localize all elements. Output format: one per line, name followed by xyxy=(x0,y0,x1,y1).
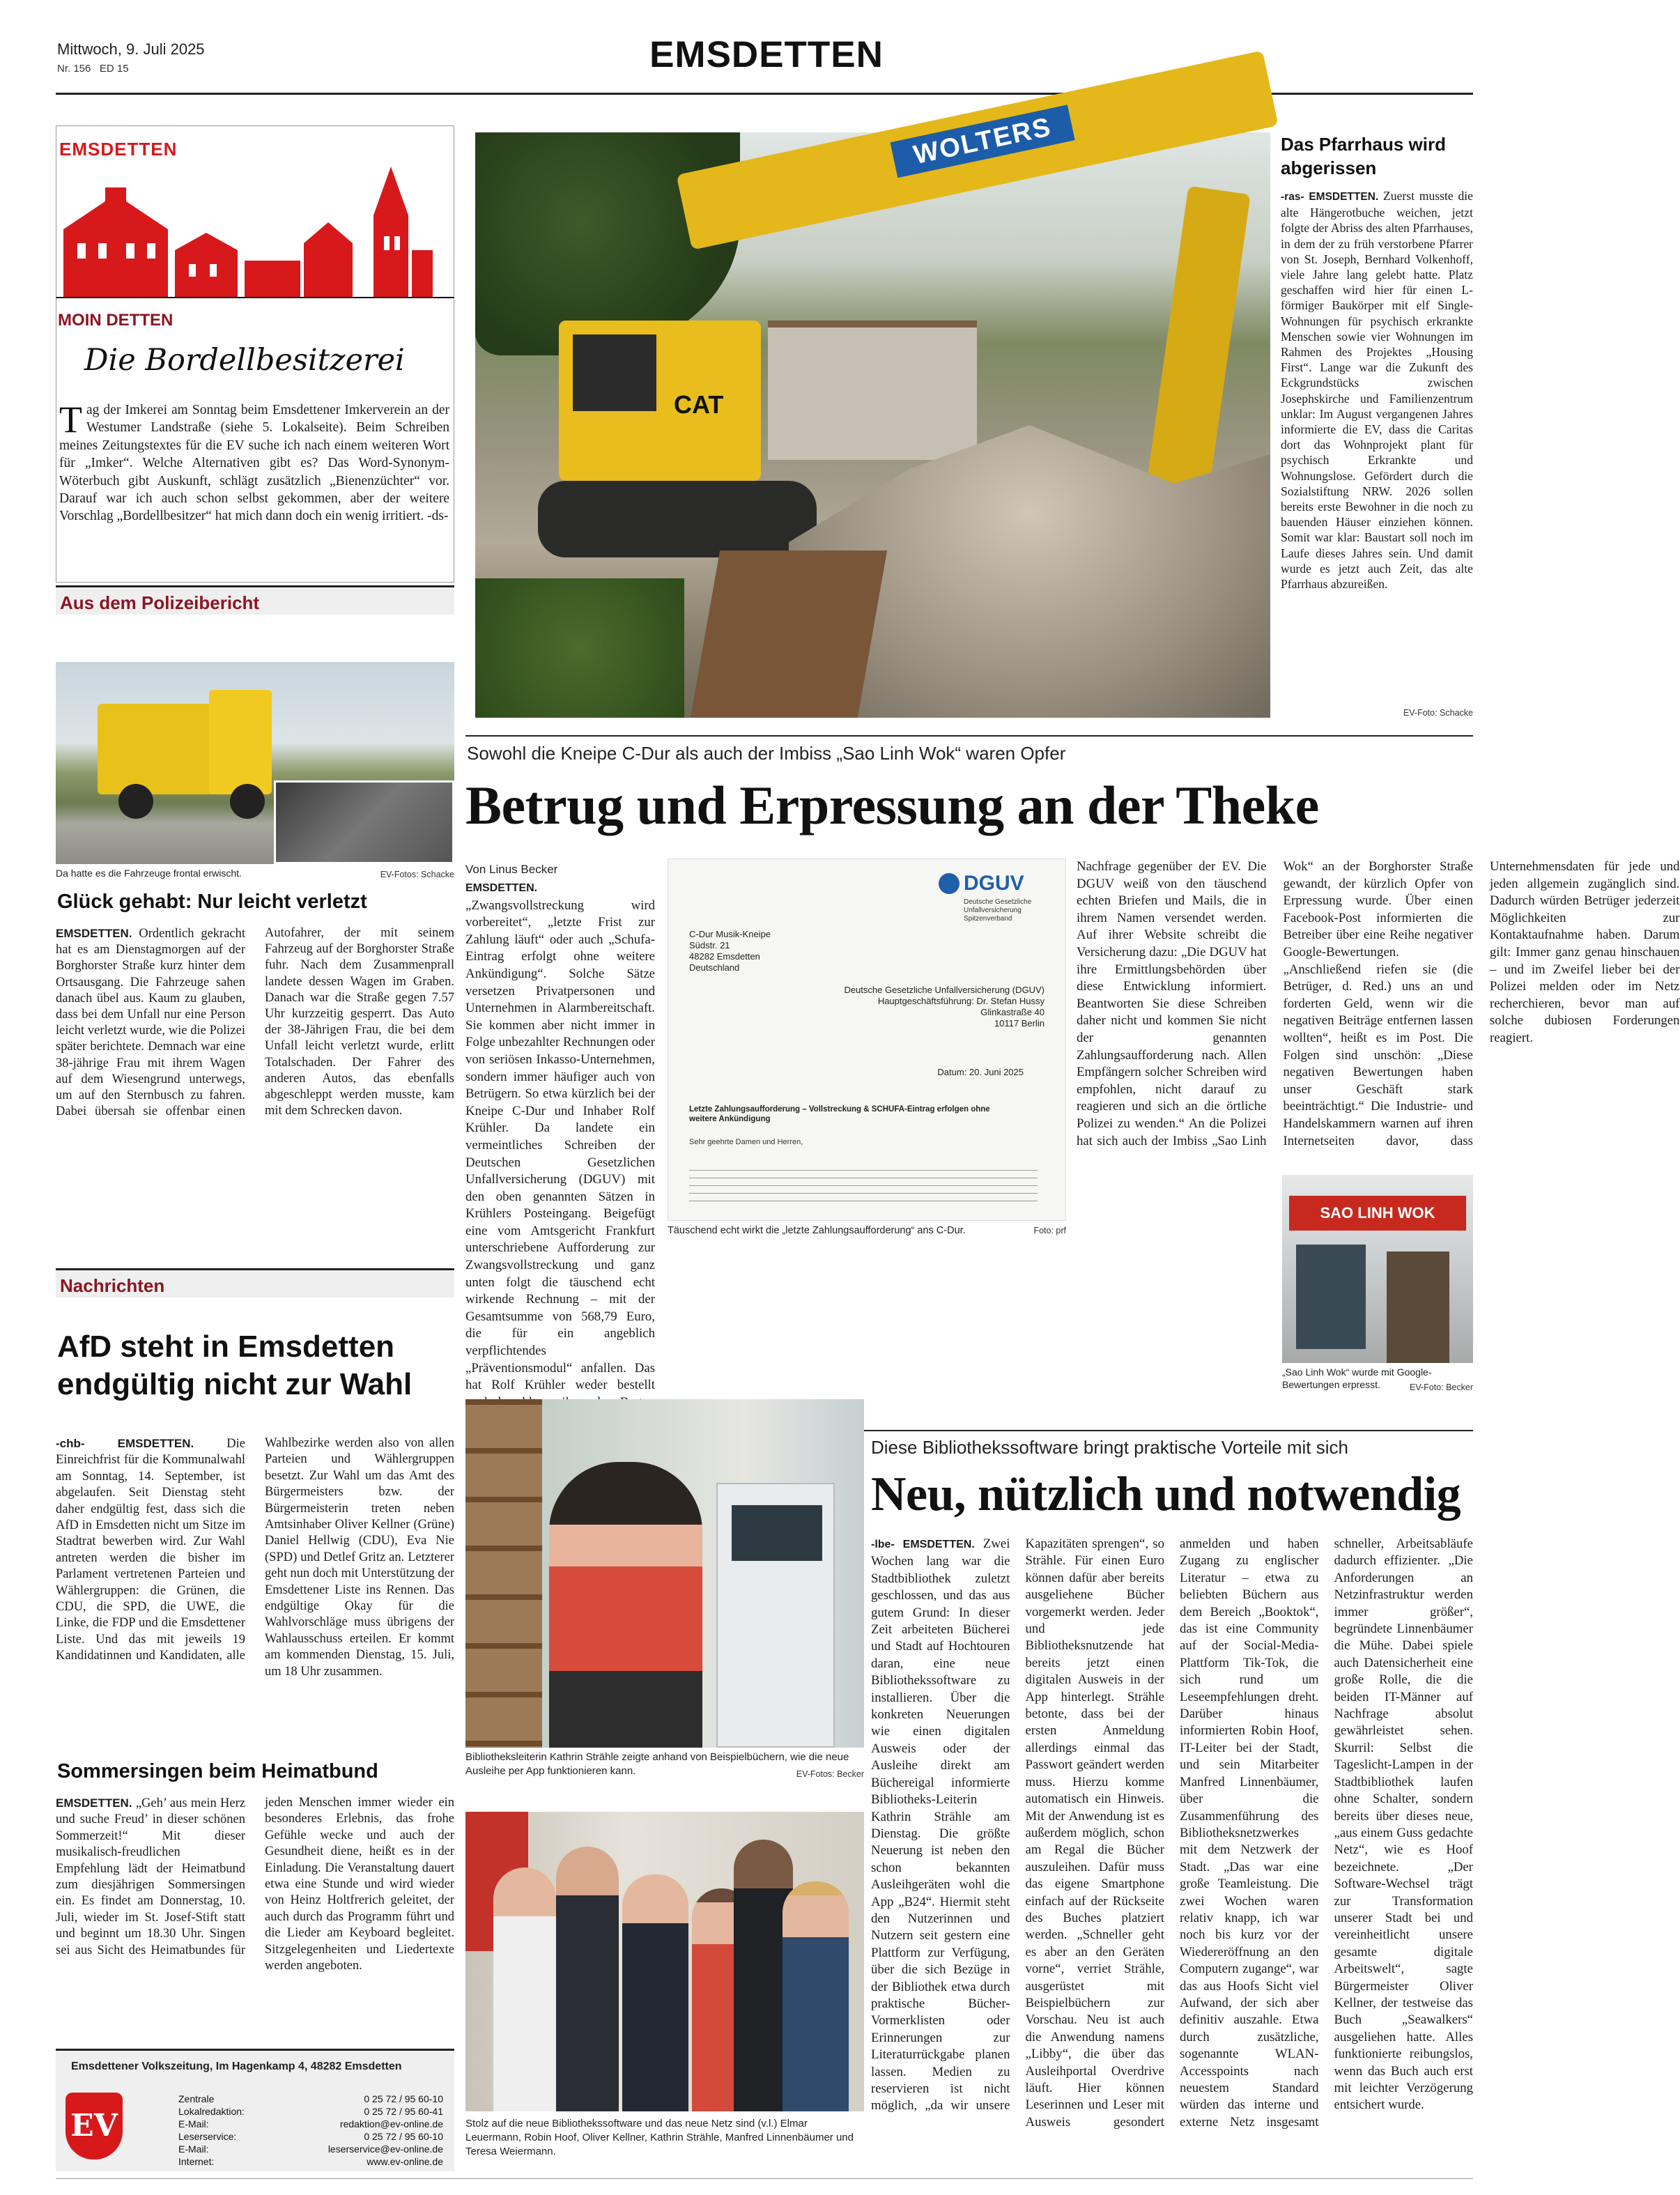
bibliothek-headline: Neu, nützlich und notwendig xyxy=(871,1468,1461,1521)
polizei-rubric-label: Aus dem Polizeibericht xyxy=(60,592,260,613)
polizei-headline: Glück gehabt: Nur leicht verletzt xyxy=(57,891,367,913)
contact-row xyxy=(178,2105,443,2118)
bibliothek-body xyxy=(871,1536,1473,2174)
contact-value: 0 25 72 / 95 60-41 xyxy=(364,2106,443,2117)
letter-line: 48282 Emsdetten xyxy=(689,951,760,962)
betrug-text-b: Nachfrage gegenüber der EV. Die DGUV weiß von den täuschend echten Briefen und Mails, die in ihrem Namen versendet werden. Auf ihrer Website schreibt die Versicherung dazu: „Die DGUV hat ihre Ermittlungsbehörden über diese Entwicklung informiert. Beantworten Sie diese Schreiben daher nicht und kommen Sie nicht der genannten Zahlungsaufforderung nach. Allen Empfängern solcher Schreiben wird empfohlen, nicht darauf zu reagieren und sich an die örtliche Polizei zu wenden.“ An die Polizei hat sich auch der Imbiss „Sao Linh Wok“ an der Borghorster Straße gewandt, der kürzlich Opfer von Erpressung wurde. Über einen Facebook-Post informierten die Betreiber über eine Reihe negativer Google-Bewertungen. „Anschließend riefen sie (die Betrüger, d. Red.) uns an und forderten Geld, wenn wir die negativen Beiträge entfernen lassen wollten“, heißt es im Post. Die Folgen sind unschön: „Diese negativen Bewertungen haben unser Geschäft stark beeinträchtigt.“ Die Industrie- und Handelskammern warnen auf ihren Internetseiten davor, dass Unternehmensdaten für jede und jeden allgemein zugänglich sind. Dadurch würden Betrüger jederzeit Möglichkeiten zur Kontaktaufnahme haben. Darum gilt: Immer ganz genau hinschauen – und im Zweifel lieber bei der Polizei melden oder im Netz recherchieren, bevor man auf solche dubiosen Forderungen reagiert. xyxy=(1077,859,1680,1148)
boom-branding: WOLTERS xyxy=(891,105,1075,178)
sommersingen-text: „Geh’ aus mein Herz und suche Freud’ in dieser schönen Sommerzeit!“ Mit dieser musikalisch-freudlichen Empfehlung lädt der Heimatbund zum diesjährigen Sommersingen ein. Es findet am Donnerstag, 10. Juli, wieder im St. Josef-Stift statt und beginnt um 18.30 Uhr. Singen sei aus Sicht des Heimatbundes für jeden Menschen immer wieder ein besonderes Erlebnis, das frohe Gefühle wecke und auch der Gesundheit diene, heißt es in der Einladung. Die Veranstaltung dauert etwa eine Stunde und wird wieder von Heinz Holtfrerich geleitet, der auch durch das Programm führt und die Lieder am Keyboard begleitet. Sitzgelegenheiten und Liedertexte werden angeboten. xyxy=(56,1796,454,1973)
librarian-credit: EV-Fotos: Becker xyxy=(796,1769,864,1779)
letter-caption: Täuschend echt wirkt die „letzte Zahlungsaufforderung“ ans C-Dur. Foto: prf xyxy=(668,1225,1066,1236)
letter-line: Deutsche Gesetzliche Unfallversicherung (DGUV) xyxy=(844,985,1045,995)
dguv-logo-sub: Deutsche Gesetzliche Unfallversicherung Spitzenverband xyxy=(964,898,1032,923)
moin-title: Die Bordellbesitzerei xyxy=(84,343,405,378)
truck-wheel xyxy=(118,784,153,819)
container-bin xyxy=(691,550,887,718)
ruined-house xyxy=(768,321,977,460)
group-caption: Stolz auf die neue Bibliothekssoftware und das neue Netz sind (v.l.) Elmar Leuermann, Robin Hoof, Oliver Kellner, Kathrin Strähle, Manfred Linnenbäumer und Teresa Weiermann. xyxy=(465,2118,854,2157)
section-title: EMSDETTEN xyxy=(649,34,884,75)
pfarrhaus-body xyxy=(1281,188,1473,690)
kiosk-screen xyxy=(732,1505,822,1561)
letter-body-lines xyxy=(689,1166,1038,1208)
moin-kicker: MOIN DETTEN xyxy=(58,311,174,330)
contact-value: 0 25 72 / 95 60-10 xyxy=(364,2131,443,2142)
letter-address xyxy=(689,929,771,973)
polizei-credit: EV-Fotos: Schacke xyxy=(380,870,454,879)
pfarrhaus-headline: Das Pfarrhaus wird abgerissen xyxy=(1281,134,1446,178)
person-figure xyxy=(783,1881,849,2111)
polizei-caption: Da hatte es die Fahrzeuge frontal erwischt. EV-Fotos: Schacke xyxy=(56,866,454,881)
dguv-letter-photo xyxy=(668,858,1066,1221)
left-sidebar xyxy=(56,125,454,2195)
letter-line: Glinkastraße 40 xyxy=(980,1007,1045,1017)
contact-label: Zentrale xyxy=(178,2093,215,2104)
ev-logo: EV xyxy=(65,2093,123,2159)
letter-credit: Foto: prf xyxy=(1033,1226,1066,1235)
excavator-photo xyxy=(475,112,1270,718)
bibliothek-kicker: Diese Bibliothekssoftware bringt praktische Vorteile mit sich xyxy=(871,1437,1348,1458)
person-figure xyxy=(493,1867,556,2111)
excavator-cab xyxy=(559,321,761,481)
letter-line: Deutschland xyxy=(689,962,740,973)
truck-cab xyxy=(209,690,272,794)
contact-row xyxy=(178,2143,443,2155)
bibliothek-location: -lbe- EMSDETTEN. xyxy=(871,1539,975,1550)
contact-label: E-Mail: xyxy=(178,2118,209,2129)
truck-wheel xyxy=(230,784,265,819)
letter-line: Hauptgeschäftsführung: Dr. Stefan Hussy xyxy=(877,996,1045,1006)
dguv-logo: DGUV xyxy=(964,872,1024,895)
wok-credit: EV-Foto: Becker xyxy=(1409,1383,1473,1392)
polizei-text: Ordentlich gekracht hat es am Dienstagmorgen auf der Borghorster Straße kurz hinter dem Ortsausgang. Die Fahrzeuge sahen danach übel aus. Kaum zu glauben, dass bei dem Unfall nur eine Person leicht verletzt wurde, wie die Polizei später berichtete. Demnach war eine 38-jährige Frau mit ihrem Wagen auf dem Wiesengrund unterwegs, um auf den Sternbusch zu fahren. Dabei übersah sie offenbar einen Autofahrer, der mit seinem Fahrzeug auf der Borghorster Straße fuhr. Nach dem Zusammenprall landete dessen Wagen im Graben. Danach war die Straße gegen 7.57 Uhr kurzzeitig gesperrt. Das Auto der 38-Jährigen Frau, die bei dem Unfall leicht verletzt wurde, erlitt Totalschaden. Der Fahrer des anderen Autos, das ebenfalls abgeschleppt werden musste, kam mit dem Schrecken davon. xyxy=(56,926,454,1119)
letter-line: C-Dur Musik-Kneipe xyxy=(689,929,771,939)
skyline-box xyxy=(56,125,454,297)
pfarrhaus-credit: EV-Foto: Schacke xyxy=(1403,708,1473,718)
sommersingen-location: EMSDETTEN. xyxy=(56,1796,132,1810)
librarian-figure xyxy=(549,1462,702,1748)
bibliothek-text: Zwei Wochen lang war die Stadtbibliothek zuletzt geschlossen, und das aus gutem Grund: In dieser Zeit arbeiteten Bücherei und Stadt auf Hochtouren daran, eine neue Bibliothekssoftware zu installieren. Über die konkreten Neuerungen wie einen digitalen Ausweis oder der Ausleihe direkt am Büchereigal informierte Bibliotheks-Leiterin Kathrin Strähle am Dienstag. Die größte Neuerung ist neben den schon bekannten Ausleihgeräten wohl die App „B24“. Hiermit steht den Nutzerinnen und Nutzern seit gestern eine Plattform zur Verfügung, über die sich Bezüge in der Bibliothek etwa durch praktische Bücher-Vormerklisten oder Erinnerungen zur Literaturrückgabe planen lassen. Medien zu reservieren ist nicht möglich, „da wir unsere Kapazitäten sprengen“, so Strähle. Für einen Euro können dafür aber bereits ausgeliehene Bücher vorgemerkt werden. Jeder und jede Bibliotheksnutzende hat bereits jetzt einen digitalen Ausweis in der App hinterlegt. Strähle betonte, dass bei der ersten Anmeldung allerdings einmal das Passwort geändert werden muss. Hierzu komme automatisch ein Hinweis. Mit der Anwendung ist es außerdem möglich, schon am Regal die Bücher auszuleihen. Dafür muss das eigene Smartphone einfach auf der Rückseite des Buches platziert werden. „Schneller geht es aber an den Geräten vorne“, verriet Strähle, ausgerüstet mit Beispielbüchern zur Vorschau. Neu ist auch die Anwendung namens „Libby“, die über das Ausleihportal Overdrive läuft. Hier können Leserinnen und Leser mit Ausweis gesondert anmelden und haben Zugang zu englischer Literatur – etwa zu beliebten Büchern aus dem Bereich „Booktok“, das ist eine Community auf der Social-Media-Plattform Tik-Tok, die sich rund um Leseempfehlungen dreht. Darüber hinaus informierten Robin Hoof, IT-Leiter bei der Stadt, und sein Mitarbeiter Manfred Linnenbäumer, über die Zusammenführung des Bibliotheksnetzwerkes mit dem Netzwerk der Stadt. „Das war eine große Teamleistung. Die zwei Wochen waren relativ knapp, ich war noch bis kurz vor der Wiedereröffnung an den Computern zugange“, war das aus Hoofs Sicht viel Aufwand, der sich aber definitiv auszahle. Etwa durch zusätzliche, sogenannte WLAN-Accesspoints nach neuestem Standard würden das interne und externe Netz insgesamt schneller, Arbeitsabläufe dadurch effizienter. „Die Anforderungen an Netzinfrastruktur werden immer größer“, begründete Linnenbäumer die Mühe. Dabei spiele auch Datensicherheit eine große Rolle, die die beiden IT-Männer auf Nachfrage absolut gewährleistet sehen. Skurril: Selbst die Tageslicht-Lampen in der Stadtbibliothek laufen ohne Schalter, sondern bereits über dieses neue, „aus einem Guss gedachte Netz“, wie es Hoof bezeichnete. „Der Software-Wechsel trägt zur Transformation unserer Stadt bei und vereinheitlicht unsere gesamte digitale Arbeitswelt“, sagte Bürgermeister Oliver Kellner, der testweise das Buch „Seawalkers“ ausgeliehen hatte. Alles funktionierte reibungslos, wenn das Buch auch erst mit leichter Verzögerung entsichert wurde. xyxy=(871,1536,1473,2129)
person-figure xyxy=(556,1847,619,2111)
betrug-headline: Betrug und Erpressung an der Theke xyxy=(465,775,1319,835)
afd-headline: AfD steht in Emsdetten endgültig nicht zur Wahl xyxy=(57,1330,413,1401)
polizei-article xyxy=(56,925,454,1176)
wok-caption: „Sao Linh Wok“ wurde mit Google-Bewertungen erpresst. EV-Foto: Becker xyxy=(1282,1366,1473,1392)
contact-value: redaktion@ev-online.de xyxy=(339,2118,443,2129)
masthead-date: Mittwoch, 9. Juli 2025 xyxy=(57,40,205,58)
footer-rule xyxy=(56,2178,1473,2179)
betrug-text-a: „Zwangsvollstreckung wird vorbereitet“, „letzte Frist zur Zahlung läuft“ oder auch „Schufa-Eintrag erfolgt ohne weitere Ankündigung“. Solche Sätze versetzen Privatpersonen und Unternehmen in Alarmbereitschaft. Sie kommen aber nicht immer in Folge unbezahlter Rechnungen oder von seriösen Inkasso-Unternehmen, sondern immer häufiger auch von Betrügern. So etwa kürzlich bei der Kneipe C-Dur und Inhaber Rolf Krühler. Da landete ein vermeintliches Schreiben der Deutschen Gesetzlichen Unfallversicherung (DGUV) mit den oben genannten Sätzen in Krühlers Posteingang. Beigefügt eine vom Amtsgericht Frankfurt unterschriebene Aufforderung zur Zwangsvollstreckung und ganz unten folgt die täuschend echt wirkende Rechnung – mit der Gesamtsumme von 568,79 Euro, die für ein angeblich verpflichtendes „Präventionsmodul“ anfallen. Das hat Rolf Krühler weder bestellt xyxy=(465,898,655,1393)
librarian-caption: Bibliotheksleiterin Kathrin Strähle zeigte anhand von Beispielbüchern, wie die neue Ausleihe per App funktionieren kann. EV-Fotos: Becker xyxy=(465,1750,864,1781)
moin-body xyxy=(59,401,449,576)
nachrichten-rubric-label: Nachrichten xyxy=(60,1275,165,1296)
pfarrhaus-text: Zuerst musste die alte Hängerotbuche weichen, jetzt folgte der Abriss des alten Pfarrhauses, in dem der zu früh verstorbene Pfarrer von St. Joseph, Bernhard Volkenhoff, viele Jahre lang gelebt hatte. Platz geschaffen wird hier für einen L-förmiger Baukörper mit elf Single-Wohnungen für psychisch erkrankte Menschen sowie vier Wohnungen im Rahmen des Projektes „Housing First“. Lange war die Zukunft des Eckgrundstücks zwischen Josephskirche und Familienzentrum unklar: Im August vergangenen Jahres informierte die EV, dass die Caritas dort das Wohnprojekt plant für psychisch Erkrankte und Wohnungslose. Gefördert durch die Sozialstiftung NRW. 2026 sollen bereits erste Bewohner in die noch zu bauenden Häuser einziehen können. Somit war klar: Baustart soll noch im Laufe dieses Jahres sein. Und damit wurde es jetzt auch Zeit, das alte Pfarrhaus abzureißen. xyxy=(1281,189,1473,592)
letter-subject: Letzte Zahlungsaufforderung – Vollstreckung & SCHUFA-Eintrag erfolgen ohne weitere Ankündigung xyxy=(689,1105,990,1123)
contact-value: 0 25 72 / 95 60-10 xyxy=(364,2093,443,2104)
contact-row xyxy=(178,2118,443,2130)
pfarrhaus-location: -ras- EMSDETTEN. xyxy=(1281,191,1379,203)
wok-window xyxy=(1296,1245,1366,1349)
contact-value: leserservice@ev-online.de xyxy=(327,2143,443,2155)
afd-text: Die Einreichfrist für die Kommunalwahl am Sonntag, 14. September, ist abgelaufen. Seit Dienstag steht daher endgültig fest, dass sich die AfD in Emsdetten nicht um Sitze im Stadtrat bewerben wird. Zur Wahl antreten werden die bisher im Parlament vertretenen Parteien und Wählergruppen: die Grünen, die CDU, die SPD, die UWE, die Linke, die FDP und die Emsdettener Liste. Und das mit jeweils 19 Kandidatinnen und Kandidaten, alle Wahlbezirke werden also von allen Parteien und Wählergruppen besetzt. Zur Wahl um das Amt des Bürgermeisters bzw. der Bürgermeisterin treten neben Amtsinhaber Oliver Kellner (Grüne) Daniel Hellwig (CDU), Eva Nie (SPD) und Detlef Gritz an. Letzterer geht nun doch mit Unterstützung der Emsdettener Liste ins Rennen. Das endgültige Okay für die Wahlvorschläge muss übrigens der Wahlausschuss erteilen. Er kommt am kommenden Dienstag, 15. Juli, um 18 Uhr zusammen. xyxy=(56,1436,454,1679)
group-photo xyxy=(465,1812,864,2111)
letter-line: Südstr. 21 xyxy=(689,940,730,950)
polizei-rubric xyxy=(56,585,454,615)
crashed-car-inset xyxy=(274,780,454,864)
skyline-title: EMSDETTEN xyxy=(59,139,178,160)
betrug-kicker: Sowohl die Kneipe C-Dur als auch der Imbiss „Sao Linh Wok“ waren Opfer xyxy=(467,743,1066,764)
publisher-address: Emsdettener Volkszeitung, Im Hagenkamp 4, 48282 Emsdetten xyxy=(71,2061,402,2072)
contact-row xyxy=(178,2093,443,2105)
self-checkout-kiosk xyxy=(716,1483,835,1748)
dguv-logo-mark xyxy=(939,873,960,894)
wok-door xyxy=(1387,1251,1449,1363)
letter-line: 10117 Berlin xyxy=(994,1018,1045,1029)
moin-drop-cap: T xyxy=(59,399,82,440)
wok-sign: SAO LINH WOK xyxy=(1289,1196,1466,1231)
nachrichten-rubric xyxy=(56,1268,454,1297)
afd-article xyxy=(56,1435,454,1735)
contact-list xyxy=(178,2093,443,2168)
letter-sender xyxy=(844,985,1045,1029)
issue-number: Nr. 156 xyxy=(57,63,91,75)
tow-truck-photo xyxy=(56,662,454,864)
betrug-location: EMSDETTEN. xyxy=(465,882,538,894)
masthead-issue xyxy=(57,63,129,75)
contact-row xyxy=(178,2130,443,2143)
betrug-text-flow-a xyxy=(465,879,655,1394)
contact-label: Internet: xyxy=(178,2156,215,2167)
contact-label: Leserservice: xyxy=(178,2131,237,2142)
edition-code: ED 15 xyxy=(99,63,129,75)
sommersingen-headline: Sommersingen beim Heimatbund xyxy=(57,1760,378,1782)
publisher-footer xyxy=(56,2049,454,2171)
excavator-tracks xyxy=(538,481,817,557)
moin-text: ag der Imkerei am Sonntag beim Emsdettener Imkerverein an der Westumer Landstraße (siehe 5. Lokalseite). Beim Schreiben meines Zeitungstextes für die EV suche ich nach einem weiteren Wort für „Imker“. Welche Alternativen gibt es? Das Word-Synonym-Wöterbuch gibt Auskunft, schlägt zusätzlich „Bienenzüchter“ vor. Darauf war ich auch schon selbst gekommen, aber der weitere Vorschlag „Bordellbesitzer“ hat mich dann doch ein wenig irritiert. -ds- xyxy=(59,403,449,524)
cab-window xyxy=(573,334,656,411)
polizei-location: EMSDETTEN. xyxy=(56,927,132,940)
foreground-bush xyxy=(475,578,684,718)
letter-salutation: Sehr geehrte Damen und Herren, xyxy=(689,1138,803,1146)
letter-date: Datum: 20. Juni 2025 xyxy=(937,1067,1024,1077)
pfarrhaus-article xyxy=(1281,132,1473,718)
wok-photo xyxy=(1282,1175,1473,1363)
betrug-byline: Von Linus Becker xyxy=(465,863,558,876)
sommersingen-article xyxy=(56,1795,454,2032)
contact-value: www.ev-online.de xyxy=(367,2156,443,2167)
contact-row xyxy=(178,2155,443,2168)
betrug-top-rule xyxy=(465,735,1473,737)
shelf-unit xyxy=(465,1399,542,1748)
betrug-text-flow-continued xyxy=(668,1240,1066,1395)
cab-logo: CAT xyxy=(674,390,724,419)
librarian-photo xyxy=(465,1399,864,1748)
contact-label: E-Mail: xyxy=(178,2143,209,2155)
emsdetten-skyline-icon xyxy=(56,167,455,298)
bibliothek-top-rule xyxy=(861,1430,1473,1431)
moin-detten-box xyxy=(56,297,454,583)
contact-label: Lokalredaktion: xyxy=(178,2106,245,2117)
person-figure xyxy=(622,1874,688,2111)
afd-location: -chb- EMSDETTEN. xyxy=(56,1437,194,1450)
betrug-text-flow-b xyxy=(1077,858,1680,1165)
